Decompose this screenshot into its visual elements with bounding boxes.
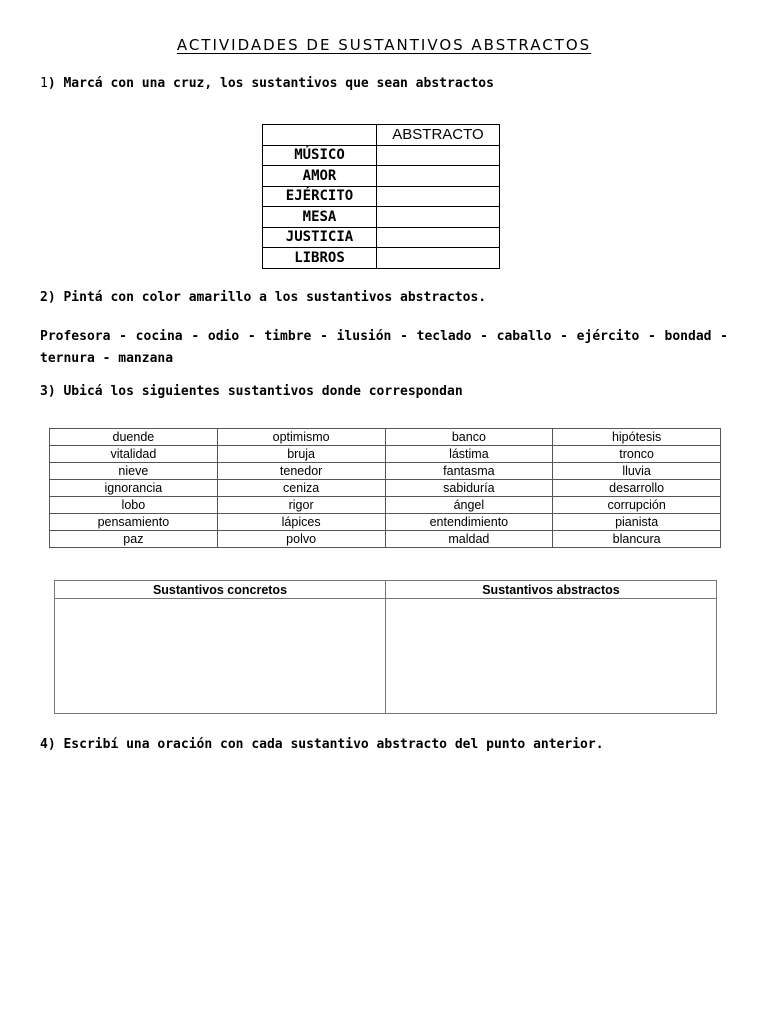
- noun-cell: ignorancia: [50, 480, 218, 497]
- noun-cell: bruja: [217, 446, 385, 463]
- check-cell[interactable]: [377, 207, 500, 228]
- abstract-nouns-header: Sustantivos abstractos: [386, 581, 717, 599]
- table-row: [55, 599, 717, 714]
- table-row: [50, 480, 721, 497]
- table-row: [263, 166, 500, 187]
- question-1-text: ) Marcá con una cruz, los sustantivos que sean abstractos: [47, 76, 494, 91]
- question-3: 3) Ubicá los siguientes sustantivos donde correspondan: [40, 384, 463, 399]
- question-4: 4) Escribí una oración con cada sustantivo abstracto del punto anterior.: [40, 737, 604, 752]
- noun-cell: lobo: [50, 497, 218, 514]
- noun-cell: pensamiento: [50, 514, 218, 531]
- noun-cell: polvo: [217, 531, 385, 548]
- worksheet-title: [0, 36, 768, 54]
- noun-cell: ángel: [385, 497, 553, 514]
- question-2: 2) Pintá con color amarillo a los sustantivos abstractos.: [40, 290, 487, 305]
- table-row: [263, 227, 500, 248]
- table-row: [50, 497, 721, 514]
- table-cell-empty: [263, 125, 377, 146]
- noun-cell: duende: [50, 429, 218, 446]
- noun-cell: nieve: [50, 463, 218, 480]
- table-row: [50, 463, 721, 480]
- noun-cell: MESA: [263, 207, 377, 228]
- noun-cell: entendimiento: [385, 514, 553, 531]
- check-cell[interactable]: [377, 166, 500, 187]
- table-row: [50, 429, 721, 446]
- classification-table: [54, 580, 717, 714]
- concrete-nouns-header: Sustantivos concretos: [55, 581, 386, 599]
- table-row: [263, 207, 500, 228]
- question-1-number: 1: [40, 76, 48, 91]
- table-header-row: [55, 581, 717, 599]
- noun-cell: corrupción: [553, 497, 721, 514]
- noun-cell: blancura: [553, 531, 721, 548]
- noun-cell: sabiduría: [385, 480, 553, 497]
- table-row: [263, 186, 500, 207]
- noun-cell: banco: [385, 429, 553, 446]
- check-cell[interactable]: [377, 248, 500, 269]
- noun-cell: AMOR: [263, 166, 377, 187]
- worksheet-title-text: ACTIVIDADES DE SUSTANTIVOS ABSTRACTOS: [176, 36, 592, 54]
- noun-cell: EJÉRCITO: [263, 186, 377, 207]
- noun-cell: hipótesis: [553, 429, 721, 446]
- check-cell[interactable]: [377, 186, 500, 207]
- noun-cell: tronco: [553, 446, 721, 463]
- table-row: [263, 145, 500, 166]
- noun-cell: desarrollo: [553, 480, 721, 497]
- check-cell[interactable]: [377, 227, 500, 248]
- noun-cell: maldad: [385, 531, 553, 548]
- word-list: Profesora - cocina - odio - timbre - ilusión - teclado - caballo - ejército - bondad - ternura - manzana: [40, 329, 728, 366]
- question-1: [40, 76, 494, 91]
- abstract-nouns-answer-area[interactable]: [386, 599, 717, 714]
- noun-cell: tenedor: [217, 463, 385, 480]
- table-row: [263, 125, 500, 146]
- noun-grid-table: [49, 428, 721, 548]
- noun-cell: paz: [50, 531, 218, 548]
- table-row: [50, 514, 721, 531]
- noun-cell: fantasma: [385, 463, 553, 480]
- noun-cell: rigor: [217, 497, 385, 514]
- noun-cell: LIBROS: [263, 248, 377, 269]
- noun-cell: MÚSICO: [263, 145, 377, 166]
- table-row: [50, 446, 721, 463]
- abstract-check-table: [262, 124, 500, 269]
- check-cell[interactable]: [377, 145, 500, 166]
- noun-cell: optimismo: [217, 429, 385, 446]
- noun-cell: pianista: [553, 514, 721, 531]
- noun-cell: ceniza: [217, 480, 385, 497]
- noun-cell: lástima: [385, 446, 553, 463]
- noun-cell: lápices: [217, 514, 385, 531]
- table-row: [50, 531, 721, 548]
- noun-cell: JUSTICIA: [263, 227, 377, 248]
- table-row: [263, 248, 500, 269]
- noun-cell: vitalidad: [50, 446, 218, 463]
- abstract-column-header: ABSTRACTO: [377, 125, 500, 146]
- noun-cell: lluvia: [553, 463, 721, 480]
- concrete-nouns-answer-area[interactable]: [55, 599, 386, 714]
